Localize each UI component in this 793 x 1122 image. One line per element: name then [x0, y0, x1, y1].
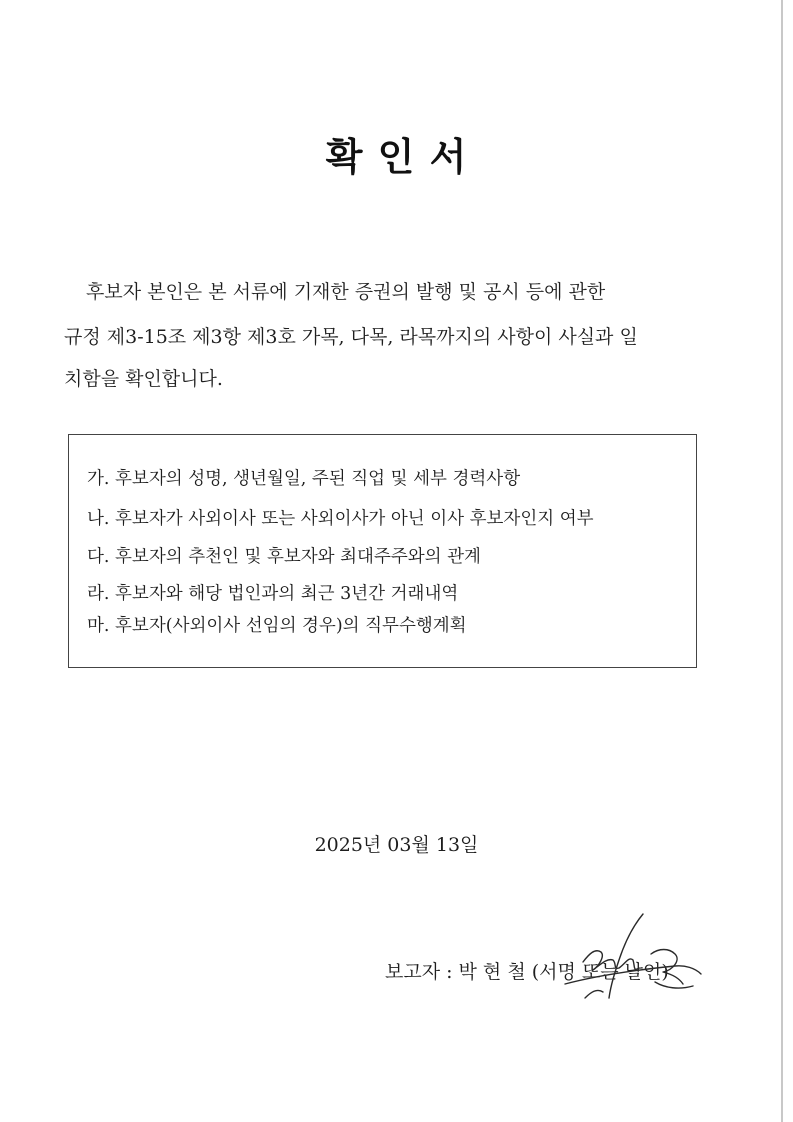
reporter-line: 보고자 : 박 현 철 (서명 또는 날인) — [385, 961, 669, 983]
list-item: 가. 후보자의 성명, 생년월일, 주된 직업 및 세부 경력사항 — [87, 469, 521, 489]
items-box — [68, 434, 697, 668]
body-text-line-1: 후보자 본인은 본 서류에 기재한 증권의 발행 및 공시 등에 관한 — [86, 281, 606, 303]
document-title: 확 인 서 — [325, 135, 468, 179]
document-date: 2025년 03월 13일 — [314, 834, 479, 856]
body-text-line-2: 규정 제3-15조 제3항 제3호 가목, 다목, 라목까지의 사항이 사실과 일 — [64, 326, 638, 348]
list-item: 나. 후보자가 사외이사 또는 사외이사가 아닌 이사 후보자인지 여부 — [87, 509, 594, 529]
handwritten-signature-icon — [555, 908, 715, 1008]
body-text-line-3: 치함을 확인합니다. — [64, 368, 223, 390]
list-item: 라. 후보자와 해당 법인과의 최근 3년간 거래내역 — [87, 584, 459, 604]
list-item: 다. 후보자의 추천인 및 후보자와 최대주주와의 관계 — [87, 547, 481, 567]
list-item: 마. 후보자(사외이사 선임의 경우)의 직무수행계획 — [87, 616, 467, 636]
